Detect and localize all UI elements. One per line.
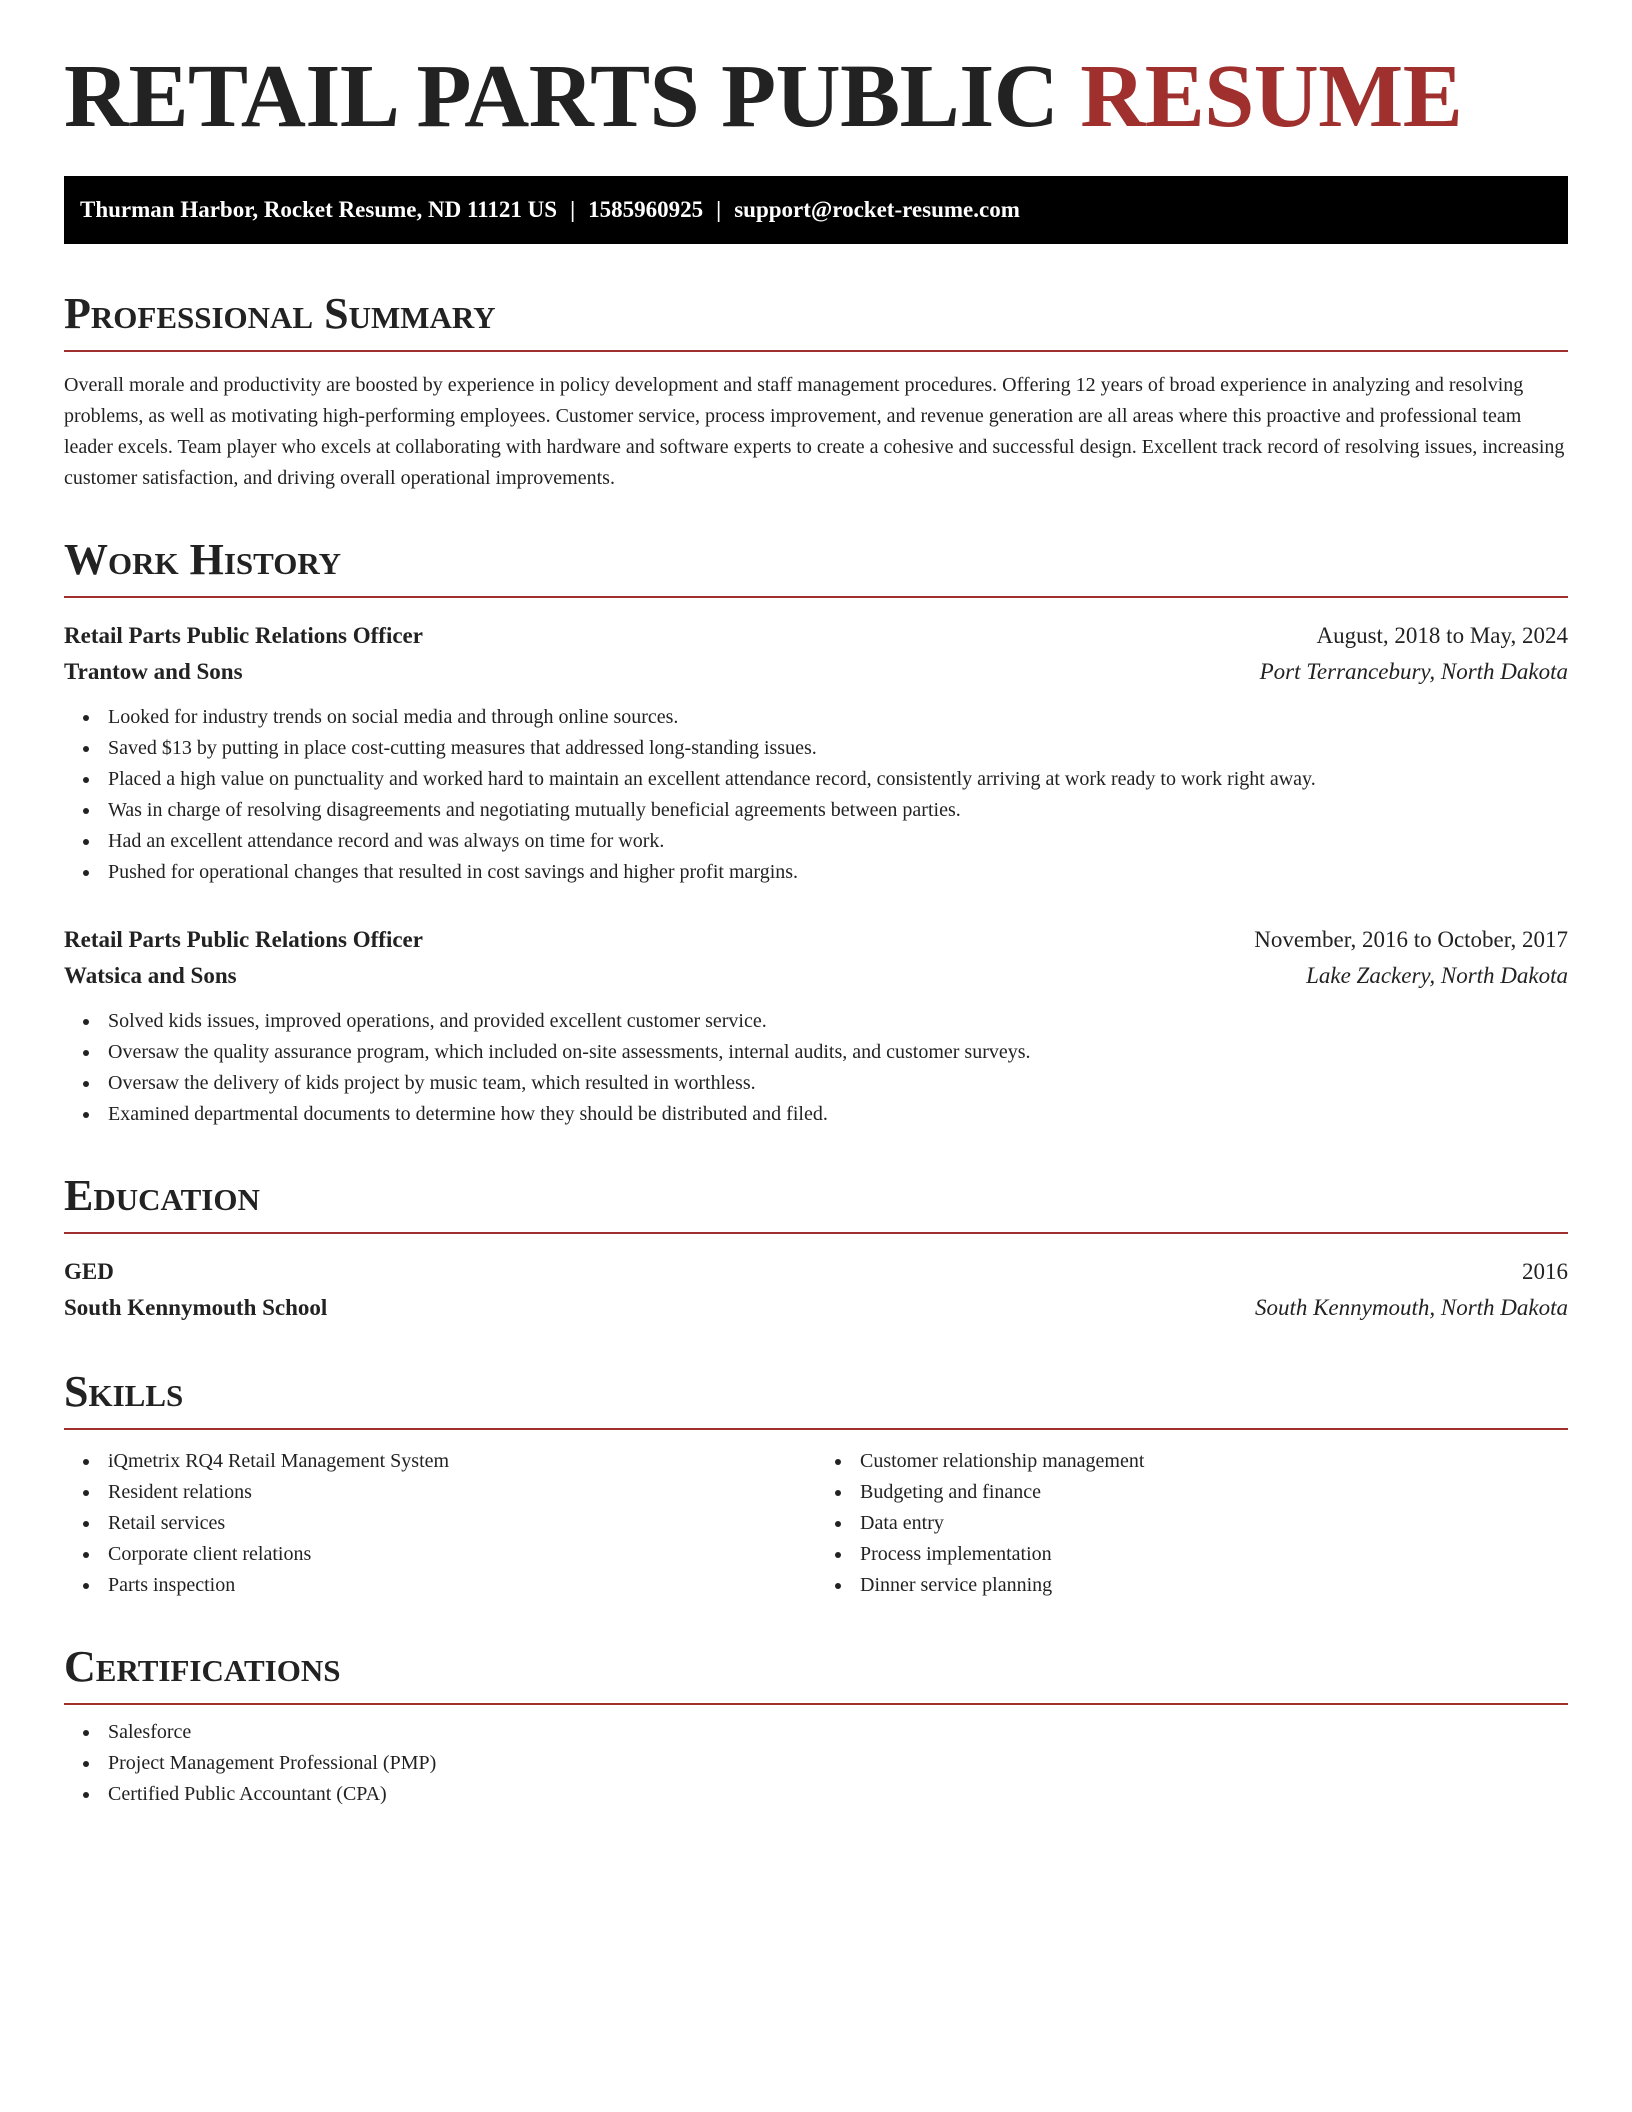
job-bullets <box>64 1006 1568 1130</box>
job-bullet: Oversaw the quality assurance program, which included on-site assessments, internal audits, and customer surveys. <box>108 1037 1568 1068</box>
job-dates: November, 2016 to October, 2017 <box>1254 927 1568 952</box>
job-bullet: Looked for industry trends on social media and through online sources. <box>108 702 1568 733</box>
job-entry <box>64 922 1568 1130</box>
skill-item: Dinner service planning <box>860 1570 1568 1601</box>
job-bullet: Solved kids issues, improved operations, and provided excellent customer service. <box>108 1006 1568 1037</box>
job-bullets <box>64 702 1568 888</box>
job-company-row <box>64 654 1568 690</box>
job-header-row <box>64 618 1568 654</box>
job-location: Lake Zackery, North Dakota <box>1306 963 1568 988</box>
title-main: RETAIL PARTS PUBLIC <box>64 47 1059 146</box>
skill-item: Retail services <box>108 1508 816 1539</box>
certification-item: Project Management Professional (PMP) <box>108 1748 1568 1779</box>
contact-address: Thurman Harbor, Rocket Resume, ND 11121 US <box>80 197 558 222</box>
education-school: South Kennymouth School <box>64 1295 328 1320</box>
education-heading: Education <box>64 1174 1568 1234</box>
contact-phone: 1585960925 <box>588 197 704 222</box>
education-header-row <box>64 1254 1568 1290</box>
skill-item: iQmetrix RQ4 Retail Management System <box>108 1446 816 1477</box>
skill-item: Budgeting and finance <box>860 1477 1568 1508</box>
skill-item: Data entry <box>860 1508 1568 1539</box>
skill-item: Parts inspection <box>108 1570 816 1601</box>
education-degree: GED <box>64 1259 114 1284</box>
skills-heading: Skills <box>64 1370 1568 1430</box>
job-location: Port Terrancebury, North Dakota <box>1259 659 1568 684</box>
work-history-heading: Work History <box>64 538 1568 598</box>
skill-item: Resident relations <box>108 1477 816 1508</box>
job-bullet: Had an excellent attendance record and was always on time for work. <box>108 826 1568 857</box>
contact-separator: | <box>716 197 722 222</box>
contact-email[interactable]: support@rocket-resume.com <box>734 197 1020 222</box>
job-bullet: Oversaw the delivery of kids project by music team, which resulted in worthless. <box>108 1068 1568 1099</box>
job-company: Watsica and Sons <box>64 963 237 988</box>
skill-item: Corporate client relations <box>108 1539 816 1570</box>
job-title: Retail Parts Public Relations Officer <box>64 927 423 952</box>
education-school-row <box>64 1290 1568 1326</box>
job-bullet: Examined departmental documents to determine how they should be distributed and filed. <box>108 1099 1568 1130</box>
job-header-row <box>64 922 1568 958</box>
summary-text: Overall morale and productivity are boosted by experience in policy development and staff management procedures. Offering 12 years of broad experience in analyzing and resolving problems, as well as motivating high-performing employees. Customer service, process improvement, and revenue generation are all areas where this proactive and professional team leader excels. Team player who excels at collaborating with hardware and software experts to create a cohesive and successful design. Excellent track record of resolving issues, increasing customer satisfaction, and driving overall operational improvements. <box>64 374 1565 489</box>
job-bullet: Placed a high value on punctuality and worked hard to maintain an excellent attendance record, consistently arriving at work ready to work right away. <box>108 764 1568 795</box>
certifications-heading: Certifications <box>64 1645 1568 1705</box>
education-location: South Kennymouth, North Dakota <box>1254 1295 1568 1320</box>
skills-column-right <box>816 1446 1568 1601</box>
job-title: Retail Parts Public Relations Officer <box>64 623 423 648</box>
job-dates: August, 2018 to May, 2024 <box>1316 623 1568 648</box>
certification-item: Salesforce <box>108 1717 1568 1748</box>
skills-column-left <box>64 1446 816 1601</box>
skill-item: Customer relationship management <box>860 1446 1568 1477</box>
job-entry <box>64 618 1568 888</box>
certifications-list <box>64 1717 1568 1810</box>
education-entry <box>64 1254 1568 1326</box>
job-company: Trantow and Sons <box>64 659 243 684</box>
job-bullet: Pushed for operational changes that resulted in cost savings and higher profit margins. <box>108 857 1568 888</box>
certification-item: Certified Public Accountant (CPA) <box>108 1779 1568 1810</box>
resume-title <box>64 47 1568 152</box>
education-year: 2016 <box>1522 1259 1568 1284</box>
skill-item: Process implementation <box>860 1539 1568 1570</box>
job-company-row <box>64 958 1568 994</box>
skills-list <box>64 1446 1568 1601</box>
contact-bar <box>64 176 1568 244</box>
contact-separator: | <box>570 197 576 222</box>
title-accent: RESUME <box>1080 47 1463 146</box>
job-bullet: Was in charge of resolving disagreements and negotiating mutually beneficial agreements between parties. <box>108 795 1568 826</box>
job-bullet: Saved $13 by putting in place cost-cutting measures that addressed long-standing issues. <box>108 733 1568 764</box>
resume-page <box>64 47 1568 1810</box>
summary-heading: Professional Summary <box>64 292 1568 352</box>
